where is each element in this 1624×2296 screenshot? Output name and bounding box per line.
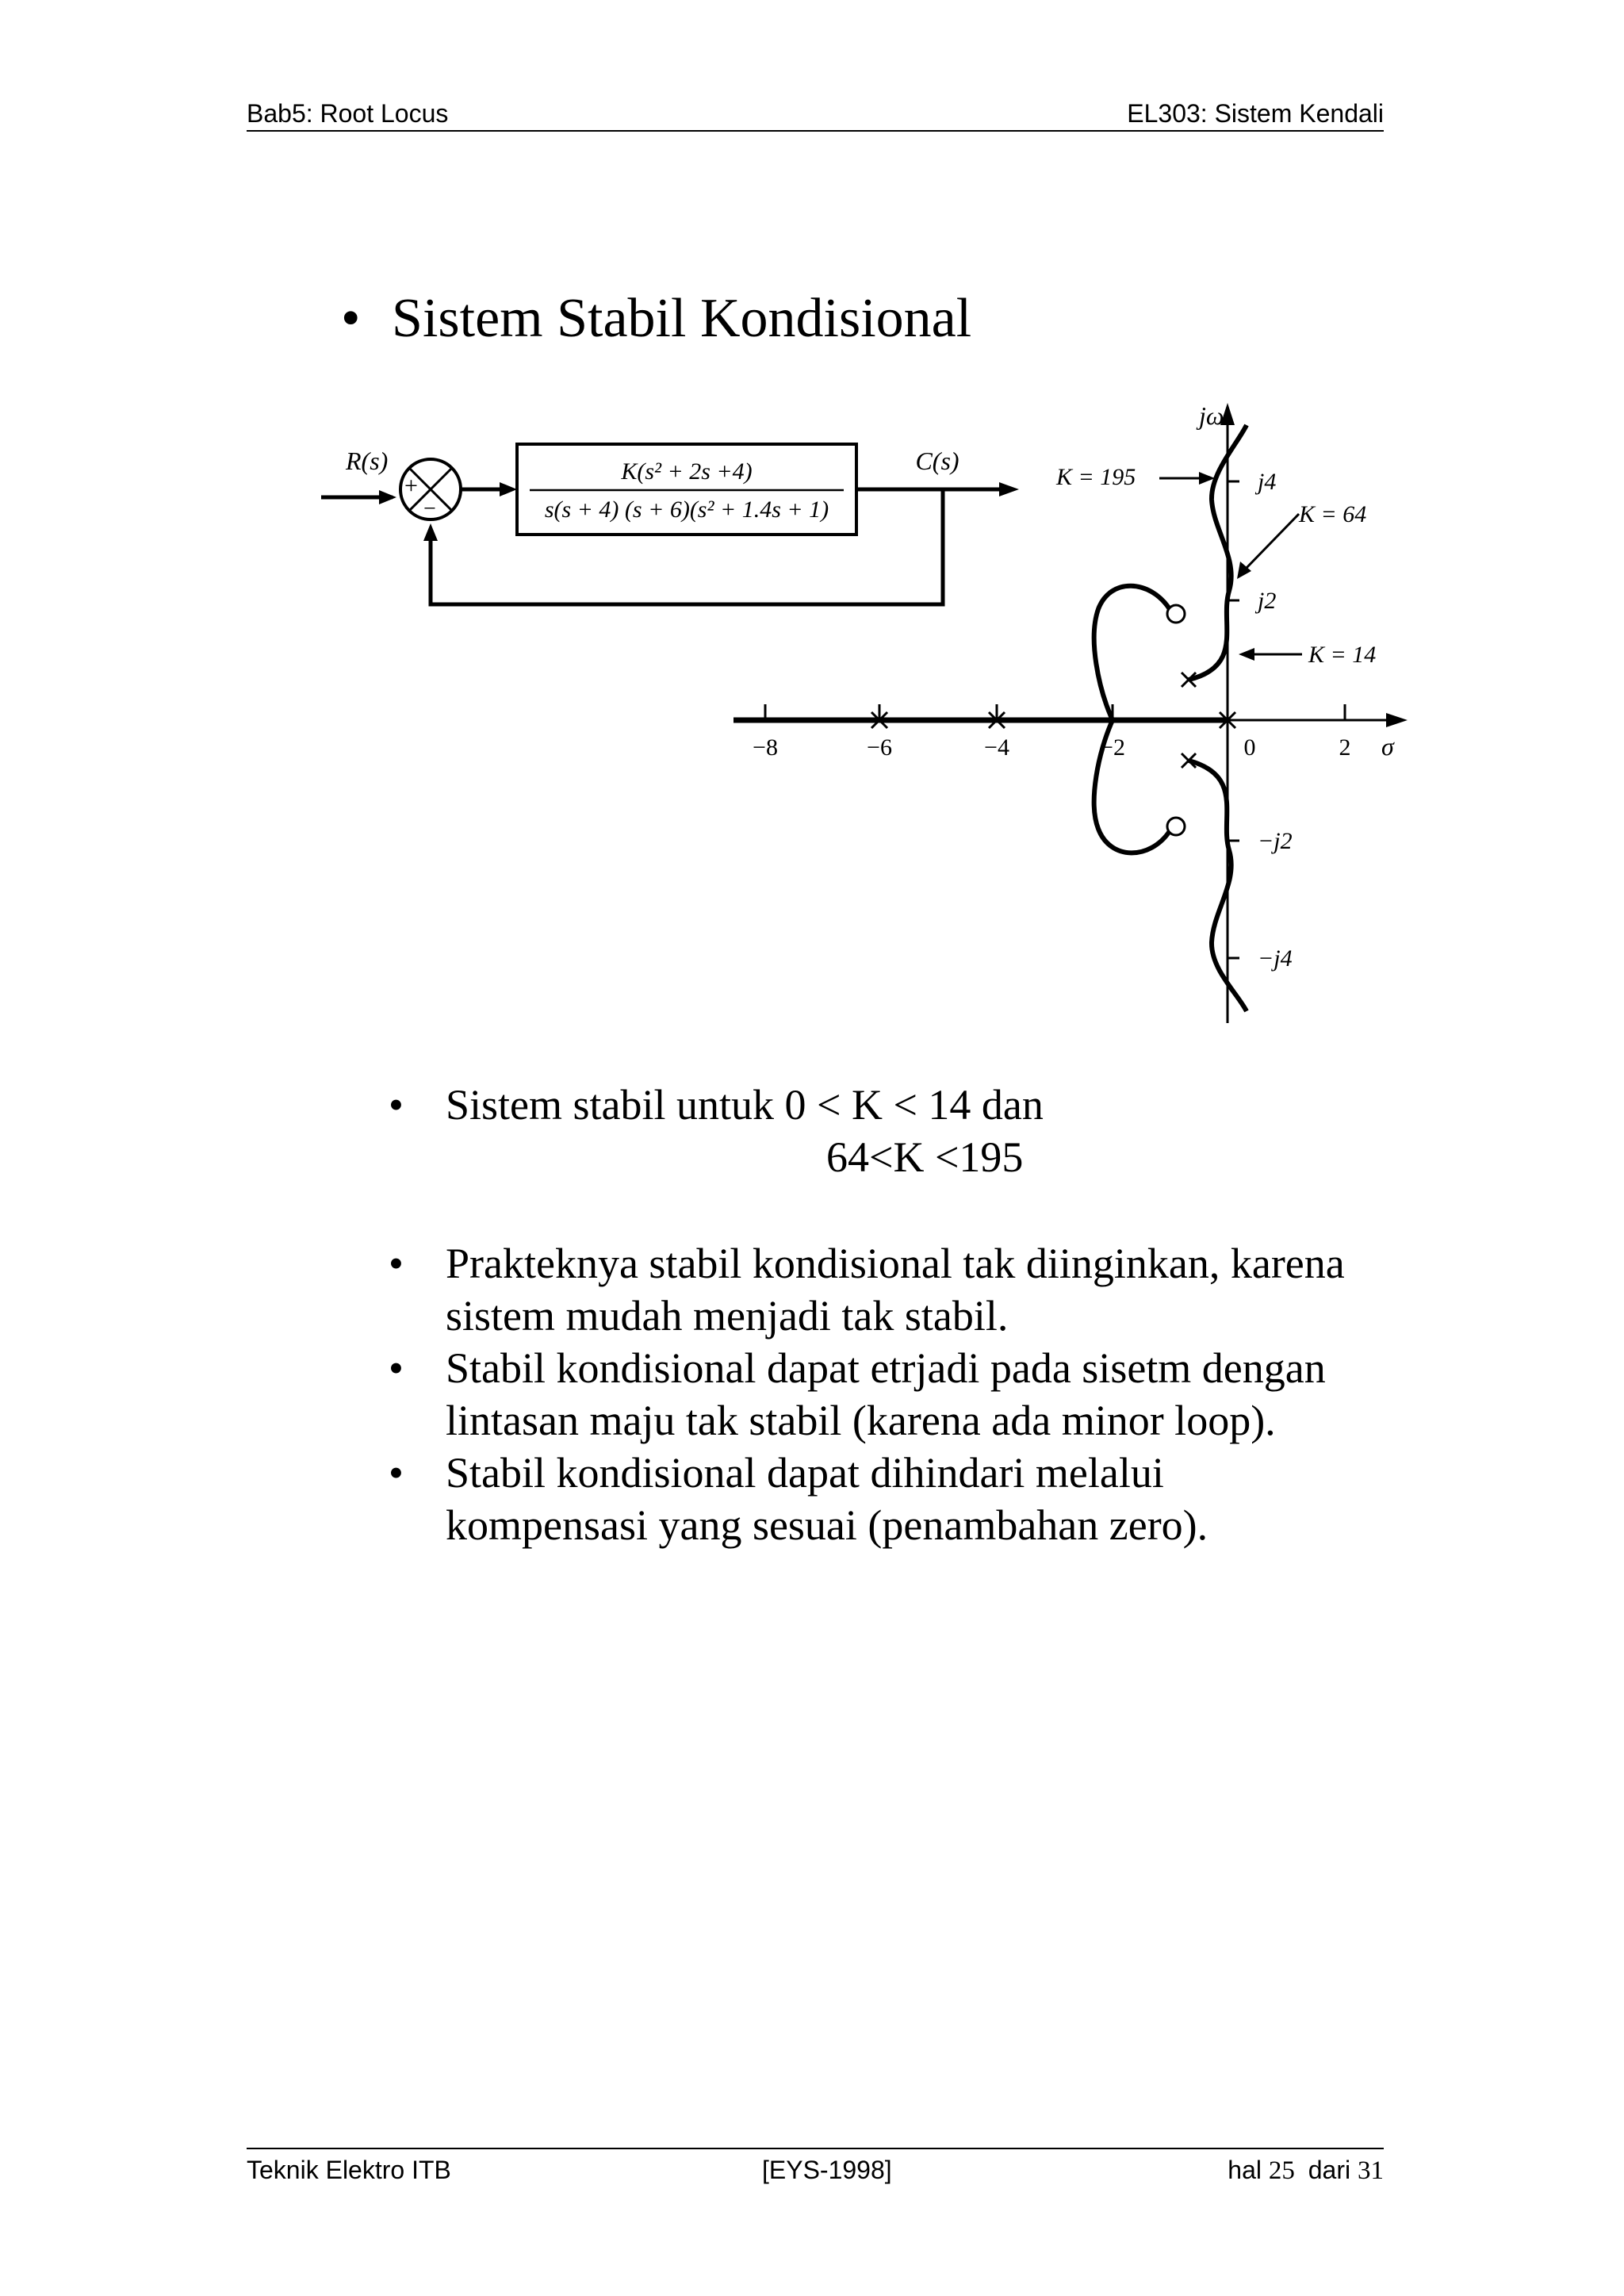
footer-code: [EYS-1998] xyxy=(762,2156,892,2184)
section-title xyxy=(341,287,971,351)
input-label: R(s) xyxy=(346,447,389,475)
upper-zero-branch xyxy=(1094,586,1170,720)
bullet-item xyxy=(389,1447,1345,1551)
bullet-item xyxy=(389,1079,1044,1183)
lower-wavy-branch xyxy=(1189,761,1247,1011)
root-locus-plot xyxy=(733,403,1408,1023)
jw-axis-label: jω xyxy=(1199,401,1224,430)
bullet-text-continued: lintasan maju tak stabil (karena ada minor loop). xyxy=(446,1397,1276,1444)
sigma-axis-label: σ xyxy=(1381,732,1394,761)
footer-total-pages: 31 xyxy=(1358,2156,1384,2185)
page-header xyxy=(247,95,1384,132)
bullet-dot: • xyxy=(389,1449,404,1497)
bullet-text-continued: kompensasi yang sesuai (penambahan zero). xyxy=(446,1501,1208,1549)
x-tick-label: −4 xyxy=(984,734,1009,761)
bullet-dot: • xyxy=(389,1081,404,1129)
footer-hal: hal xyxy=(1228,2156,1262,2184)
minus-sign: − xyxy=(423,496,436,521)
footer-dari: dari xyxy=(1308,2156,1351,2184)
k64-arrow xyxy=(1245,514,1299,569)
title-bullet: • xyxy=(341,288,361,349)
figure xyxy=(317,397,1427,1031)
y-tick-label: j2 xyxy=(1258,588,1277,614)
bullet-dot: • xyxy=(389,1344,404,1392)
x-tick-label: 0 xyxy=(1243,734,1256,761)
tf-numerator: K(s² + 2s +4) xyxy=(621,458,753,485)
bullet-text: Stabil kondisional dapat etrjadi pada sisetm dengan xyxy=(446,1344,1326,1392)
bullet-item xyxy=(389,1237,1345,1342)
plus-sign: + xyxy=(404,473,418,499)
forward-arrowhead xyxy=(500,482,517,496)
bullet-text: Stabil kondisional dapat dihindari melalui xyxy=(446,1449,1164,1497)
tf-denominator: s(s + 4) (s + 6)(s² + 1.4s + 1) xyxy=(544,496,829,523)
output-arrowhead xyxy=(999,482,1019,496)
bullet-dot: • xyxy=(389,1240,404,1287)
y-tick-label: j4 xyxy=(1258,469,1277,495)
sigma-arrowhead xyxy=(1386,713,1408,727)
x-tick-label: 2 xyxy=(1339,734,1351,761)
x-tick-label: −2 xyxy=(1100,734,1125,761)
upper-wavy-branch xyxy=(1189,425,1247,680)
header-chapter: Bab5: Root Locus xyxy=(247,99,449,128)
header-course: EL303: Sistem Kendali xyxy=(1127,99,1384,128)
bullet-text: Prakteknya stabil kondisional tak diinginkan, karena xyxy=(446,1240,1345,1287)
footer-page-number: 25 xyxy=(1268,2156,1295,2185)
x-tick-label: −8 xyxy=(753,734,778,761)
output-label: C(s) xyxy=(915,447,959,475)
bullet-text: Sistem stabil untuk 0 < K < 14 dan xyxy=(446,1081,1044,1129)
bullet-text-continued: 64<K <195 xyxy=(826,1133,1024,1181)
footer-page-info xyxy=(1228,2156,1384,2186)
bullet-item xyxy=(389,1342,1345,1447)
input-arrowhead xyxy=(379,490,396,504)
bullet-text-continued: sistem mudah menjadi tak stabil. xyxy=(446,1292,1009,1340)
feedback-arrowhead xyxy=(423,523,438,541)
footer-institution: Teknik Elektro ITB xyxy=(247,2156,451,2184)
y-tick-label: −j4 xyxy=(1258,945,1293,972)
y-tick-label: −j2 xyxy=(1258,828,1293,854)
x-tick-label: −6 xyxy=(867,734,892,761)
page-footer xyxy=(247,2148,1384,2185)
annotation-k14: K = 14 xyxy=(1308,642,1377,668)
bullet-list-1 xyxy=(389,1079,1044,1183)
bullet-list-2 xyxy=(389,1237,1345,1551)
title-text: Sistem Stabil Kondisional xyxy=(392,288,972,349)
annotation-k195: K = 195 xyxy=(1056,464,1136,490)
annotation-k64: K = 64 xyxy=(1299,501,1367,527)
